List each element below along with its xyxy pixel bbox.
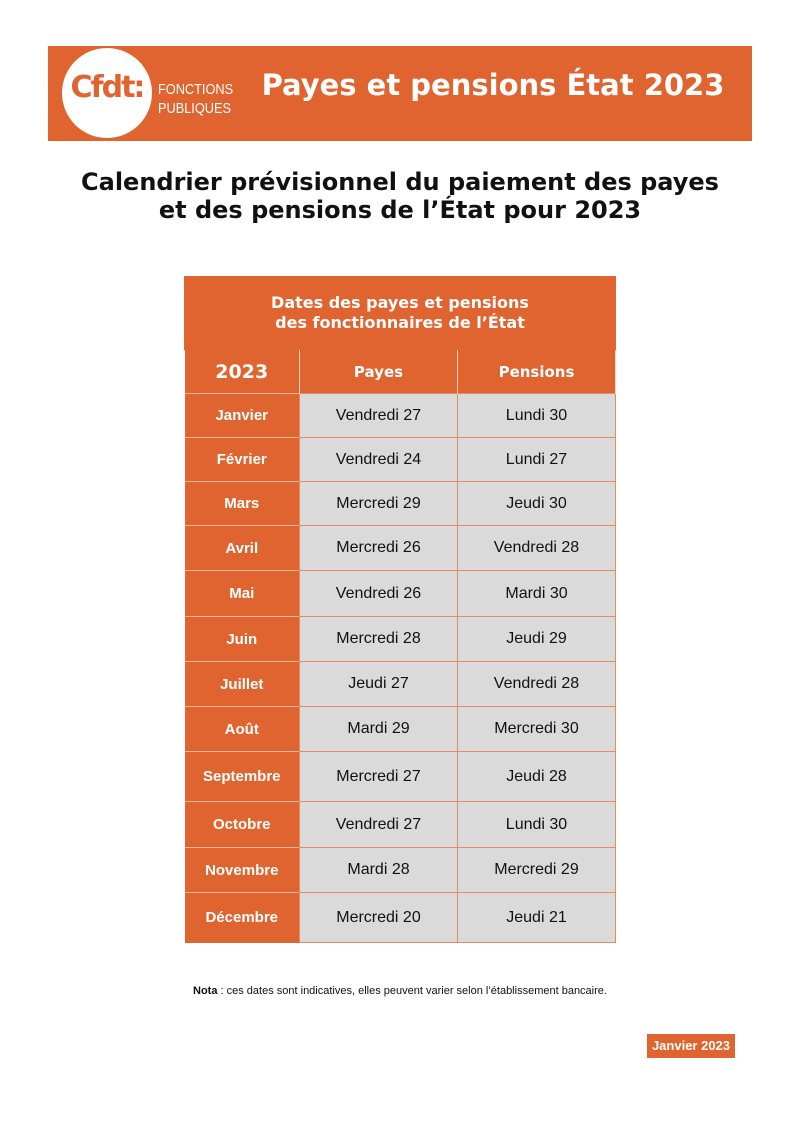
table-title-line1: Dates des payes et pensions [271, 293, 529, 312]
page-title-line2: et des pensions de l’État pour 2023 [158, 196, 642, 224]
column-header-pensions: Pensions [458, 350, 616, 394]
pensions-cell: Jeudi 28 [458, 752, 616, 802]
table-row [185, 617, 616, 662]
month-cell: Octobre [185, 802, 300, 848]
column-header-payes: Payes [300, 350, 458, 394]
payes-cell: Mercredi 20 [300, 893, 458, 943]
payes-cell: Jeudi 27 [300, 662, 458, 707]
footnote [60, 985, 740, 997]
table-title-line2: des fonctionnaires de l’État [275, 313, 525, 332]
payment-calendar-table [184, 276, 616, 943]
payes-cell: Vendredi 24 [300, 438, 458, 482]
pensions-cell: Lundi 27 [458, 438, 616, 482]
logo-wordmark: Cfdt: [70, 70, 144, 105]
pensions-cell: Lundi 30 [458, 802, 616, 848]
month-cell: Avril [185, 526, 300, 571]
payes-cell: Mardi 28 [300, 848, 458, 893]
logo-subtitle [158, 80, 252, 118]
table-row [185, 752, 616, 802]
table-row [185, 394, 616, 438]
table-row [185, 662, 616, 707]
payes-cell: Vendredi 27 [300, 394, 458, 438]
footnote-text: : ces dates sont indicatives, elles peuvent varier selon l’établissement bancaire. [217, 985, 607, 997]
payes-cell: Mercredi 28 [300, 617, 458, 662]
table-row [185, 893, 616, 943]
month-cell: Juillet [185, 662, 300, 707]
pensions-cell: Jeudi 21 [458, 893, 616, 943]
table-title-row [185, 277, 616, 350]
pensions-cell: Jeudi 30 [458, 482, 616, 526]
payes-cell: Mardi 29 [300, 707, 458, 752]
pensions-cell: Vendredi 28 [458, 662, 616, 707]
logo-subtitle-line1: FONCTIONS [158, 81, 234, 98]
footnote-label: Nota [193, 985, 218, 997]
table-row [185, 571, 616, 617]
month-cell: Janvier [185, 394, 300, 438]
table-row [185, 848, 616, 893]
pensions-cell: Mercredi 29 [458, 848, 616, 893]
table-title [185, 277, 616, 350]
payes-cell: Mercredi 29 [300, 482, 458, 526]
page-title [60, 168, 740, 224]
logo-subtitle-line2: PUBLIQUES [158, 100, 231, 117]
table-body [185, 394, 616, 943]
month-cell: Novembre [185, 848, 300, 893]
month-cell: Février [185, 438, 300, 482]
table-row [185, 438, 616, 482]
table-row [185, 707, 616, 752]
table-row [185, 802, 616, 848]
pensions-cell: Lundi 30 [458, 394, 616, 438]
column-header-year: 2023 [185, 350, 300, 394]
table-row [185, 482, 616, 526]
table-row [185, 526, 616, 571]
column-header-row [185, 350, 616, 394]
month-cell: Mars [185, 482, 300, 526]
pensions-cell: Jeudi 29 [458, 617, 616, 662]
header-banner [48, 46, 752, 141]
month-cell: Juin [185, 617, 300, 662]
pensions-cell: Mardi 30 [458, 571, 616, 617]
payes-cell: Mercredi 26 [300, 526, 458, 571]
month-cell: Mai [185, 571, 300, 617]
page-title-line1: Calendrier prévisionnel du paiement des payes [81, 168, 719, 196]
month-cell: Août [185, 707, 300, 752]
date-badge: Janvier 2023 [647, 1034, 735, 1058]
pensions-cell: Mercredi 30 [458, 707, 616, 752]
cfdt-logo [62, 48, 152, 138]
month-cell: Septembre [185, 752, 300, 802]
banner-title: Payes et pensions État 2023 [261, 68, 725, 102]
pensions-cell: Vendredi 28 [458, 526, 616, 571]
payes-cell: Vendredi 26 [300, 571, 458, 617]
payes-cell: Vendredi 27 [300, 802, 458, 848]
month-cell: Décembre [185, 893, 300, 943]
payes-cell: Mercredi 27 [300, 752, 458, 802]
